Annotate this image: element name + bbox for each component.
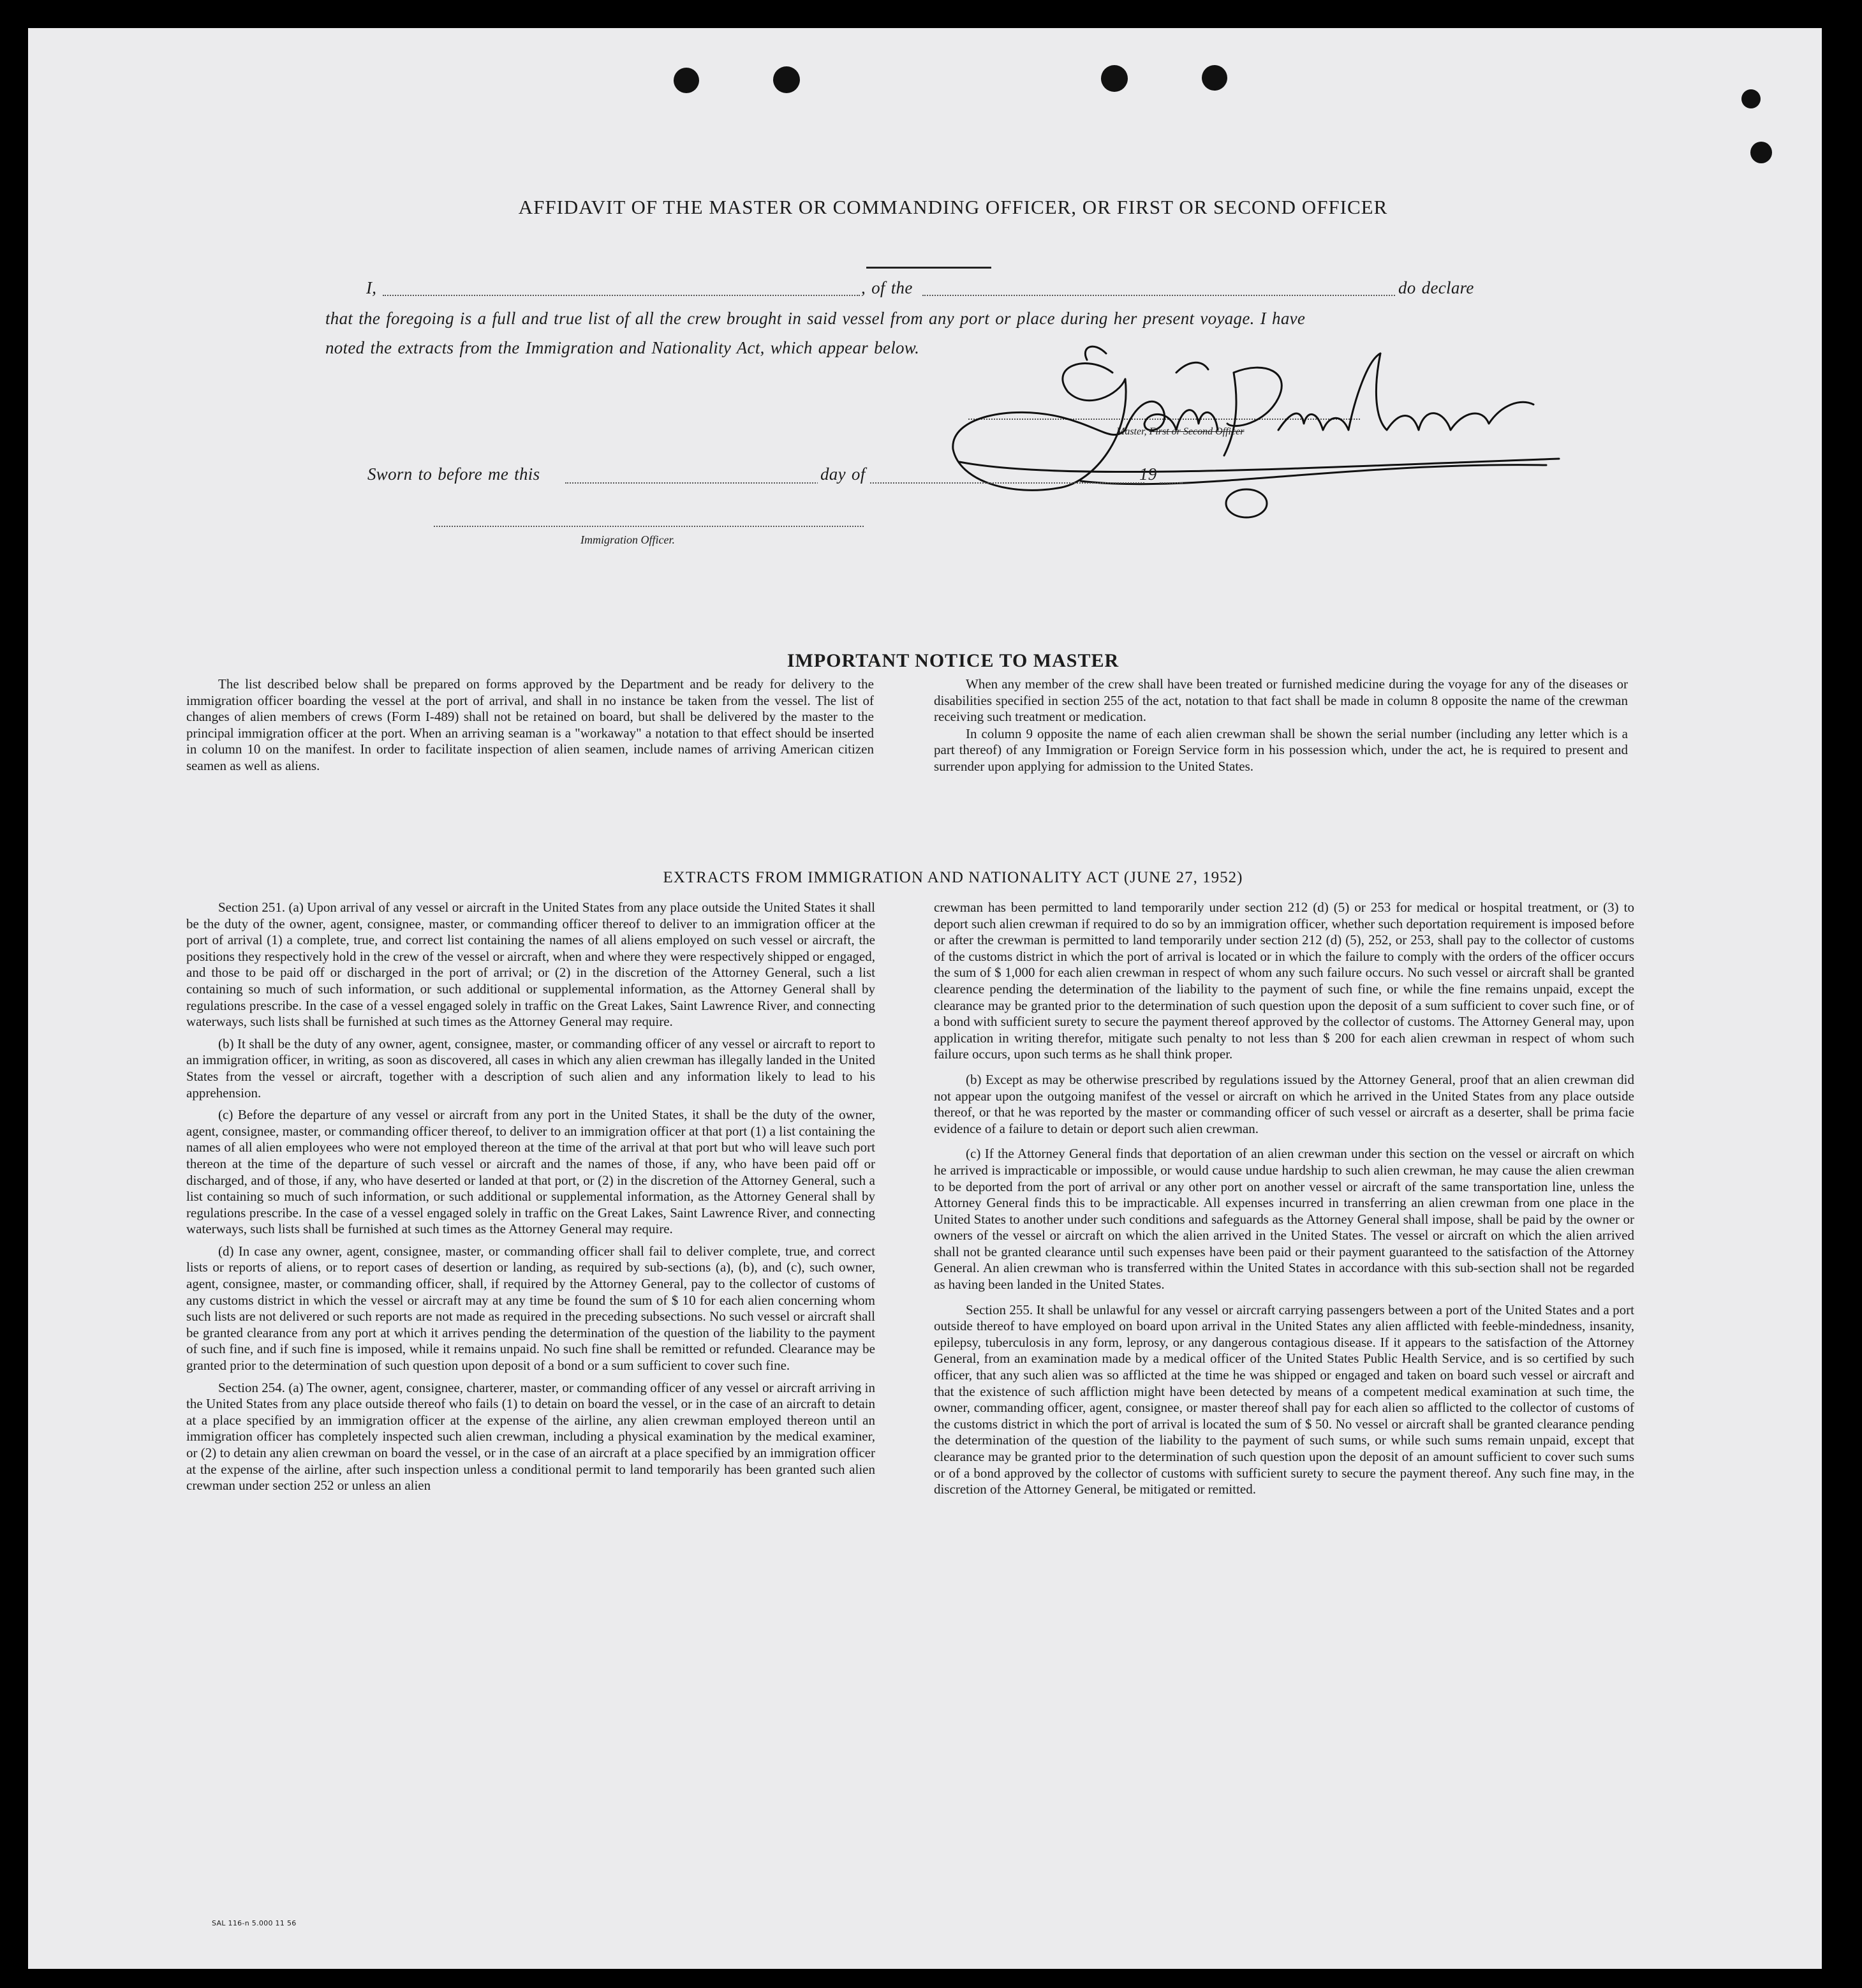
section-255: Section 255. It shall be unlawful for any vessel or aircraft carrying passengers between a port of the United States and a port outside thereof to have employed on board upon arrival in the United States any alien afflicted with feeble-mindedness, insanity, epilepsy, tuberculosis in any form, leprosy, or any dangerous contagious disease. If it appears to the satisfaction of the Attorney General, from an examination made by a medical officer of the United States Public Health Service, and is so certified by such officer, that any such alien was so afflicted at the time he was shipped or engaged and taken on board such vessel or aircraft and that the existence of such affliction might have been detected by means of a competent medical examination at such time, the owner, commanding officer, agent, consignee, or master thereof shall pay for each alien so afflicted to the collector of customs of the customs district in which the port of arrival is located the sum of $ 50. No vessel or aircraft shall be granted clearance pending the determination of the question of the liability to the payment of such sums, or while such sums remain unpaid, except that clearance may be granted prior to the determination of such question upon the deposit of an amount sufficient to cover such sums or of a bond approved by the collector of customs with sufficient surety to secure the payment thereof. Any such fine may, in the discretion of the Attorney General, be mitigated or remitted. [934, 1302, 1634, 1497]
do-declare-label: do declare [1396, 278, 1474, 298]
vessel-name-field[interactable] [922, 295, 1422, 296]
notice-title: IMPORTANT NOTICE TO MASTER [787, 650, 1119, 671]
immigration-officer-label: Immigration Officer. [580, 533, 675, 546]
handwritten-signature-icon [934, 334, 1572, 538]
title-rule [866, 267, 991, 269]
document-page [28, 28, 1822, 1969]
notice-right-column [934, 676, 1628, 775]
section-254-b: (b) Except as may be otherwise prescribed by regulations issued by the Attorney General, proof that an alien crewman did not appear upon the outgoing manifest of the vessel or aircraft on which he arrived in the United States from any place outside thereof, or that he was reported by the master or commanding officer of such vessel or aircraft as a deserter, shall be prima facie evidence of a failure to detain or deport such alien crewman. [934, 1071, 1634, 1136]
affidavit-line-3: noted the extracts from the Immigration and Nationality Act, which appear below. [325, 338, 920, 357]
extracts-title: EXTRACTS FROM IMMIGRATION AND NATIONALITY ACT (JUNE 27, 1952) [663, 869, 1243, 886]
affidavit-title: AFFIDAVIT OF THE MASTER OR COMMANDING OFFICER, OR FIRST OR SECOND OFFICER [518, 196, 1388, 218]
form-code: SAL 116-n 5.000 11 56 [212, 1919, 297, 1927]
sworn-label: Sworn to before me this [367, 464, 540, 484]
signer-role-caption [1116, 426, 1244, 438]
of-the-label: , of the [861, 278, 913, 297]
punch-hole-4 [1202, 65, 1227, 91]
day-of-label: day of [818, 464, 868, 484]
role-first-or-second-struck: First or Second Officer [1149, 426, 1245, 437]
section-251-a: Section 251. (a) Upon arrival of any vessel or aircraft in the United States from any place outside the United States it shall be the duty of the owner, agent, consignee, master, or commanding officer thereof to deliver to an immigration officer at the port of arrival (1) a complete, true, and correct list containing the names of all aliens employed on such vessel or aircraft, the positions they respectively hold in the crew of the vessel or aircraft, when and where they were respectively shipped or engaged, and those to be paid off or discharged in the port of arrival; or (2) in the discretion of the Attorney General, such a list containing so much of such information, or such additional or supplemental information, as the Attorney General shall by regulations prescribe. In the case of a vessel engaged solely in traffic on the Great Lakes, Saint Lawrence River, and connecting waterways, such lists shall be furnished at such times as the Attorney General may require. [186, 900, 875, 1030]
section-254-a: Section 254. (a) The owner, agent, consignee, charterer, master, or commanding officer of any vessel or aircraft arriving in the United States from any place outside thereof who fails (1) to detain on board the vessel, or in the case of an aircraft to detain at a place specified by an immigration officer at the expense of the airline, any alien crewman employed thereon until an immigration officer has completely inspected such alien crewman, including a physical examination by the medical examiner, or (2) to detain any alien crewman on board the vessel, or in the case of an aircraft at a place specified by an immigration officer at the expense of the airline, after such inspection unless a conditional permit to land temporarily has been granted such alien crewman under section 252 or unless an alien [186, 1379, 875, 1494]
sworn-day-field[interactable] [565, 482, 843, 484]
section-251-d: (d) In case any owner, agent, consignee, master, or commanding officer shall fail to deliver complete, true, and correct lists or reports of aliens, or to report cases of desertion or landing, as required by sub-sections (a), (b), and (c), such owner, agent, consignee, master, or commanding officer, shall, if required by the Attorney General, pay to the collector of customs of any customs district in which the vessel or aircraft may at any time be found the sum of $ 10 for each alien concerning whom such lists are not delivered or such reports are not made as required in the preceding subsections. No such vessel or aircraft shall be granted clearance from any port at which it arrives pending the determination of the question of the liability to the payment of such fine, and if such fine is imposed, while it remains unpaid. No such fine shall be remitted or refunded. Clearance may be granted prior to the determination of such question upon deposit of a bond or a sum sufficient to cover such fine. [186, 1243, 875, 1374]
declarant-prefix: I, [366, 278, 377, 297]
declarant-name-field[interactable] [383, 295, 860, 296]
punch-hole-3 [1101, 65, 1128, 92]
section-251-c: (c) Before the departure of any vessel or aircraft from any port in the United States, it shall be the duty of the owner, agent, consignee, master, or commanding officer thereof, to deliver to an immigration officer at that port (1) a list containing the names of all alien employees who were not employed thereon at the time of the arrival at that port but who will leave such port thereon at the time of the departure of such vessel or aircraft and the names of those, if any, who have been paid off or discharged, and of those, if any, who have deserted or landed at that port, or (2) in the discretion of the Attorney General, such a list containing so much of such information, or such additional or supplemental information, as the Attorney General shall by regulations prescribe. In the case of a vessel engaged solely in traffic on the Great Lakes, Saint Lawrence River, and connecting waterways, such lists shall be furnished at such times as the Attorney General may require. [186, 1107, 875, 1237]
notice-paragraph: The list described below shall be prepared on forms approved by the Department and be ready for delivery to the immigration officer boarding the vessel at the port of arrival, and shall in no instance be taken from the vessel. The list of changes of alien members of crews (Form I-489) shall not be retained on board, but shall be delivered by the master to the principal immigration officer at the port. When an arriving seaman is a "workaway" a notation to that effect should be inserted in column 10 on the manifest. In order to facilitate inspection of alien seamen, include names of arriving American citizen seamen as well as aliens. [186, 676, 874, 773]
punch-hole-5 [1741, 89, 1761, 108]
extracts-right-column [934, 900, 1634, 1498]
punch-hole-1 [674, 68, 699, 93]
punch-hole-6 [1750, 142, 1772, 163]
year-prefix: 19 [1139, 464, 1157, 484]
notice-paragraph: In column 9 opposite the name of each alien crewman shall be shown the serial number (including any letter which is a part thereof) of any Immigration or Foreign Service form in his possession which, under the act, he is required to present and surrender upon applying for admission to the United States. [934, 725, 1628, 774]
sworn-year-field[interactable] [1160, 482, 1183, 484]
section-254-c: (c) If the Attorney General finds that deportation of an alien crewman under this section on the vessel or aircraft on which he arrived is impracticable or impossible, or would cause undue hardship to such alien crewman, he may cause the alien crewman to be deported from the port of arrival or any other port on another vessel or aircraft of the same transportation line, unless the Attorney General finds this to be impracticable. All expenses incurred in transferring an alien crewman from one place in the United States to another under such conditions and safeguards as the Attorney General shall impose, shall be paid by the owner or owners of the vessel or aircraft on which the alien arrived in the United States. The vessel or aircraft on which the alien arrived shall not be granted clearance until such expenses have been paid or their payment guaranteed to the satisfaction of the Attorney General. An alien crewman who is transferred within the United States in accordance with this sub-section shall not be regarded as having been landed in the United States. [934, 1146, 1634, 1293]
role-master: Master, [1116, 426, 1147, 437]
affidavit-line-2: that the foregoing is a full and true list of all the crew brought in said vessel from any port or place during her present voyage. I have [325, 309, 1306, 328]
extracts-left-column [186, 900, 875, 1494]
notice-left-column [186, 676, 874, 775]
punch-hole-2 [773, 66, 800, 93]
immigration-officer-signature-line[interactable] [434, 526, 864, 527]
section-254-a-continued: crewman has been permitted to land temporarily under section 212 (d) (5) or 253 for medical or hospital treatment, or (3) to deport such alien crewman if required to do so by an immigration officer, whether such deportation requirement is imposed before or after the crewman is permitted to land temporarily under section 212 (d) (5), 252, or 253, shall pay to the collector of customs of the customs district in which the port of arrival is located or in which the failure to comply with the orders of the officer occurs the sum of $ 1,000 for each alien crewman in respect of whom any such failure occurs. No such vessel or aircraft shall be granted clearence pending the determination of the liability to the payment of such fine, or while the fine remains unpaid, except the clearance may be granted prior to the determination of such question upon the deposit of a sum sufficient to cover such fine, or of a bond with sufficient surety to secure the payment thereof approved by the collector of customs. The Attorney General may, upon application in writing therefor, mitigate such penalty to not less than $ 200 for each alien crewman in respect of whom such failure occurs, upon such terms as he shall think proper. [934, 900, 1634, 1062]
sworn-month-field[interactable] [870, 482, 1144, 484]
section-251-b: (b) It shall be the duty of any owner, agent, consignee, master, or commanding officer of any vessel or aircraft to report to an immigration officer, in writing, as soon as discovered, all cases in which any alien crewman has illegally landed in the United States from the vessel or aircraft, together with a description of such alien and any information likely to lead to his apprehension. [186, 1035, 875, 1101]
notice-paragraph: When any member of the crew shall have been treated or furnished medicine during the voyage for any of the diseases or disabilities specified in section 255 of the act, notation to that fact shall be made in column 8 opposite the name of the crewman receiving such treatment or medication. [934, 676, 1628, 725]
